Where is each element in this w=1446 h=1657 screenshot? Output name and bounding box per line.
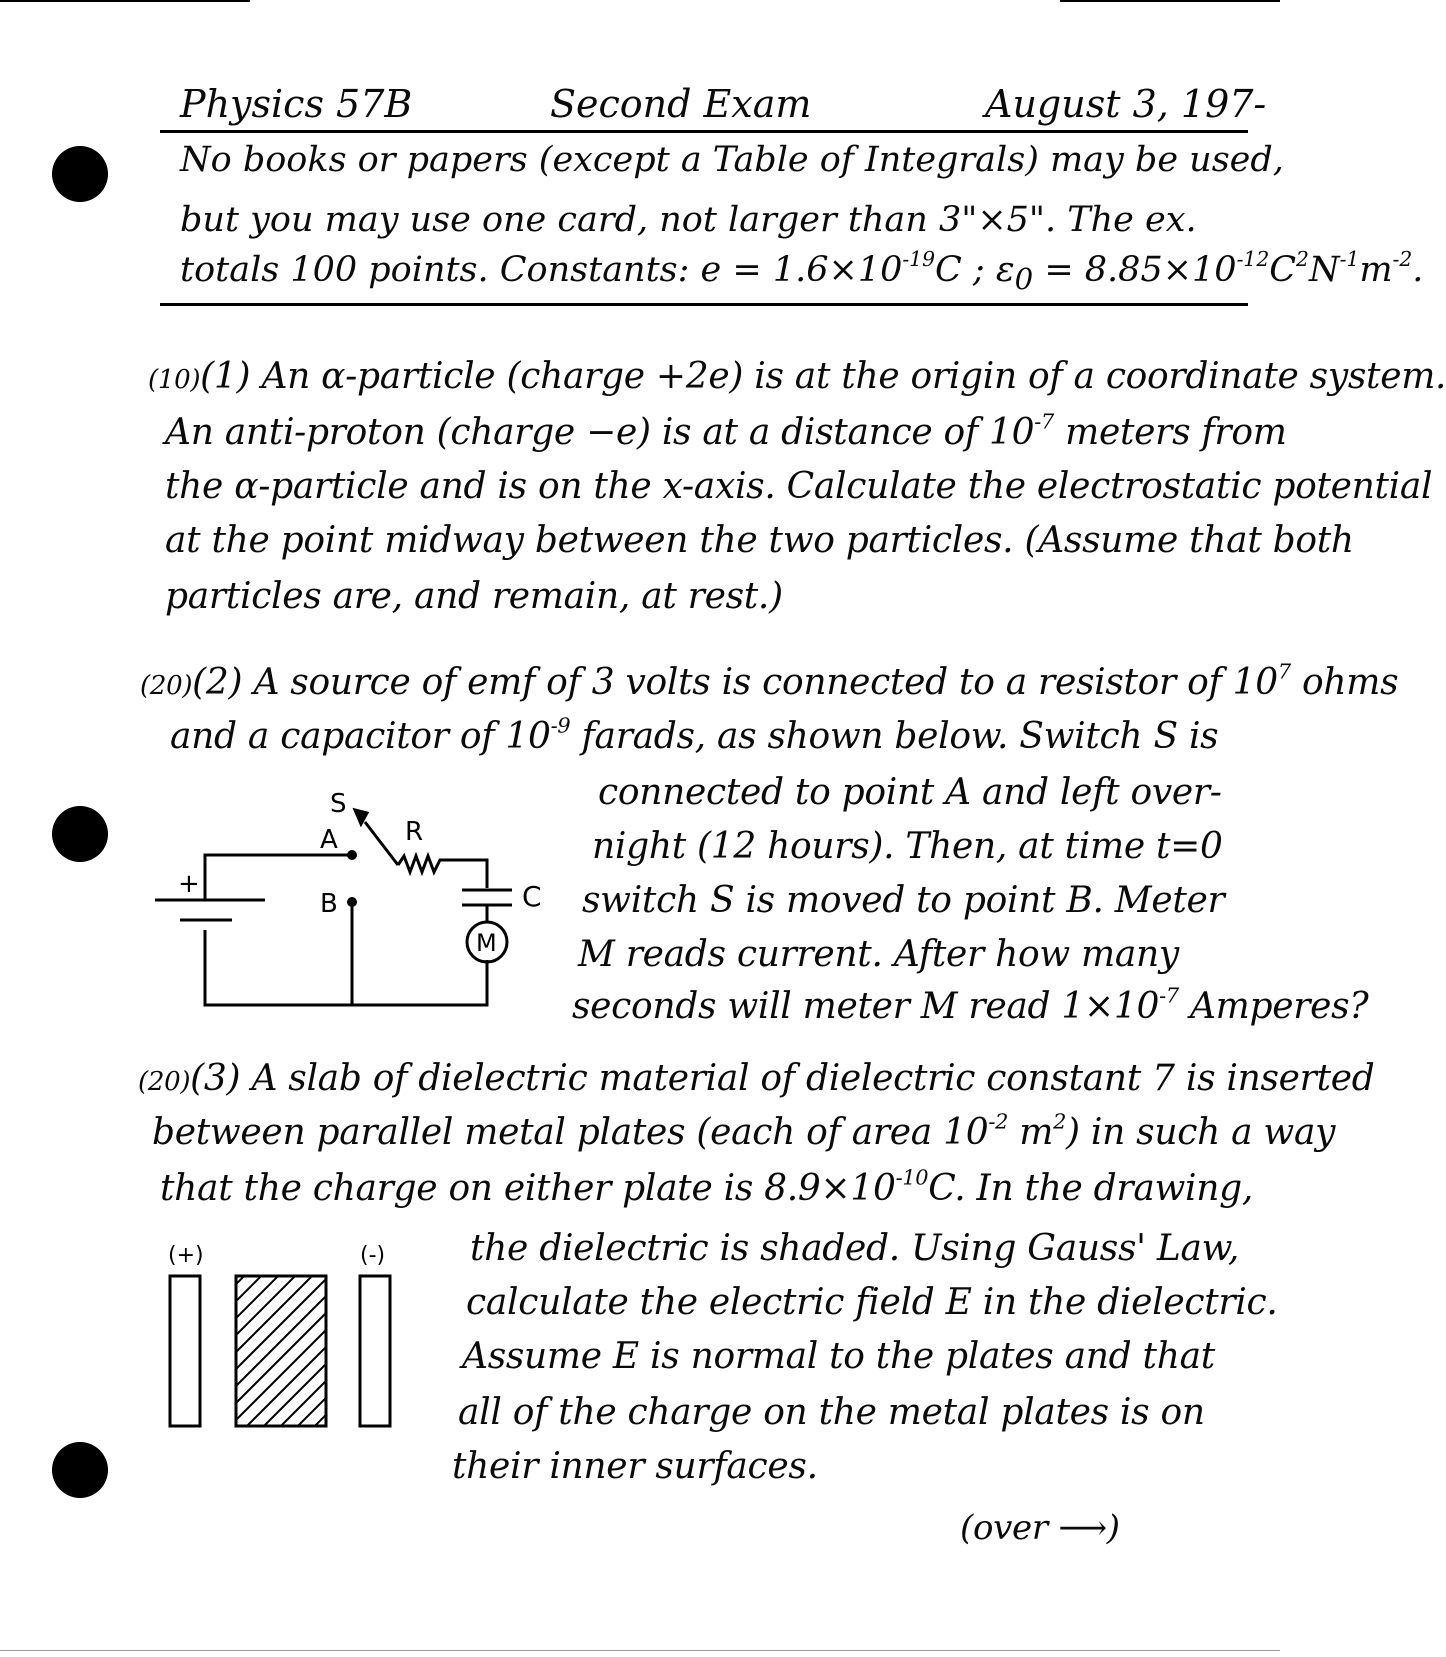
scan-edge-top-left	[0, 0, 250, 2]
punch-hole-bottom	[52, 1442, 108, 1498]
header-rule	[160, 130, 1248, 133]
point-a-label: A	[320, 825, 338, 855]
circuit-diagram	[140, 780, 560, 1020]
metal-plate-negative	[360, 1276, 390, 1426]
q3-line-1: (20)(3) A slab of dielectric material of dielectric constant 7 is inserted	[138, 1058, 1375, 1099]
q3-line-7: all of the charge on the metal plates is on	[458, 1392, 1205, 1433]
dielectric-diagram	[160, 1240, 420, 1440]
q3-line-2: between parallel metal plates (each of area $10^{-2}$ $m^2$) in such a way	[152, 1109, 1336, 1153]
instructions-line-2: but you may use one card, not larger than 3"×5". The ex.	[180, 200, 1197, 240]
point-b-label: B	[320, 889, 338, 919]
q1-points: (10)	[148, 365, 201, 395]
battery-plus-label: +	[178, 869, 200, 899]
q3-points: (20)	[138, 1067, 191, 1097]
q1-line-3: the α-particle and is on the x-axis. Calculate the electrostatic potential	[165, 466, 1433, 507]
q3-line-4: the dielectric is shaded. Using Gauss' Law,	[470, 1228, 1240, 1269]
over-note: (over ⟶)	[960, 1508, 1120, 1548]
q3-line-3: that the charge on either plate is $8.9\times 10^{-10}C$. In the drawing,	[160, 1165, 1253, 1209]
switch-arm	[365, 822, 398, 865]
resistor-zigzag	[398, 856, 487, 888]
course-title: Physics 57B	[180, 82, 413, 126]
meter-label: M	[476, 929, 497, 957]
q2-line-5: switch S is moved to point B. Meter	[582, 880, 1225, 921]
q2-points: (20)	[140, 671, 193, 701]
punch-hole-middle	[52, 806, 108, 862]
resistor-label: R	[405, 817, 424, 847]
q1-line-4: at the point midway between the two particles. (Assume that both	[165, 520, 1354, 561]
q2-line-1: (20)(2) A source of emf of 3 volts is connected to a resistor of $10^7$ ohms	[140, 659, 1399, 703]
q2-line-2: and a capacitor of $10^{-9}$ farads, as shown below. Switch S is	[170, 713, 1219, 757]
plate-negative-label: (-)	[360, 1243, 386, 1268]
q3-line-6: Assume E is normal to the plates and that	[462, 1336, 1215, 1377]
q2-line-7: seconds will meter M read $1\times 10^{-7}$ Amperes?	[572, 983, 1369, 1027]
q3-number: (3)	[190, 1058, 241, 1099]
q1-number: (1)	[200, 356, 251, 397]
point-a-dot	[347, 850, 357, 860]
capacitor-label: C	[522, 880, 542, 913]
metal-plate-positive	[170, 1276, 200, 1426]
instructions-line-3: totals 100 points. Constants: $e = 1.6\times 10^{-19}C$ ; $\varepsilon_0 = 8.85\times 10^{-12}C^2N^{-1}m^{-2}$.	[180, 246, 1424, 296]
instructions-rule	[160, 303, 1248, 306]
q1-line-2: An anti-proton (charge −e) is at a distance of $10^{-7}$ meters from	[165, 409, 1287, 453]
circuit-wire-left	[205, 930, 487, 1005]
switch-label: S	[330, 789, 347, 819]
q3-line-8: their inner surfaces.	[452, 1446, 818, 1487]
q2-number: (2)	[192, 662, 243, 703]
exam-date: August 3, 197-	[985, 82, 1267, 126]
q2-line-3: connected to point A and left over-	[598, 772, 1222, 813]
q1-line-1: (10)(1) An α-particle (charge +2e) is at the origin of a coordinate system.	[148, 356, 1446, 397]
dielectric-slab	[236, 1276, 326, 1426]
scan-edge-bottom	[0, 1650, 1280, 1651]
q2-line-4: night (12 hours). Then, at time t=0	[592, 826, 1223, 867]
q1-line-5: particles are, and remain, at rest.)	[165, 576, 783, 617]
q3-line-5: calculate the electric field E in the dielectric.	[466, 1282, 1278, 1323]
plate-positive-label: (+)	[168, 1243, 204, 1268]
instructions-line-1: No books or papers (except a Table of Integrals) may be used,	[180, 140, 1284, 180]
punch-hole-top	[52, 146, 108, 202]
scan-edge-top-right	[1060, 0, 1280, 2]
point-b-dot	[347, 897, 357, 907]
exam-title: Second Exam	[550, 82, 812, 126]
q2-line-6: M reads current. After how many	[578, 934, 1179, 975]
